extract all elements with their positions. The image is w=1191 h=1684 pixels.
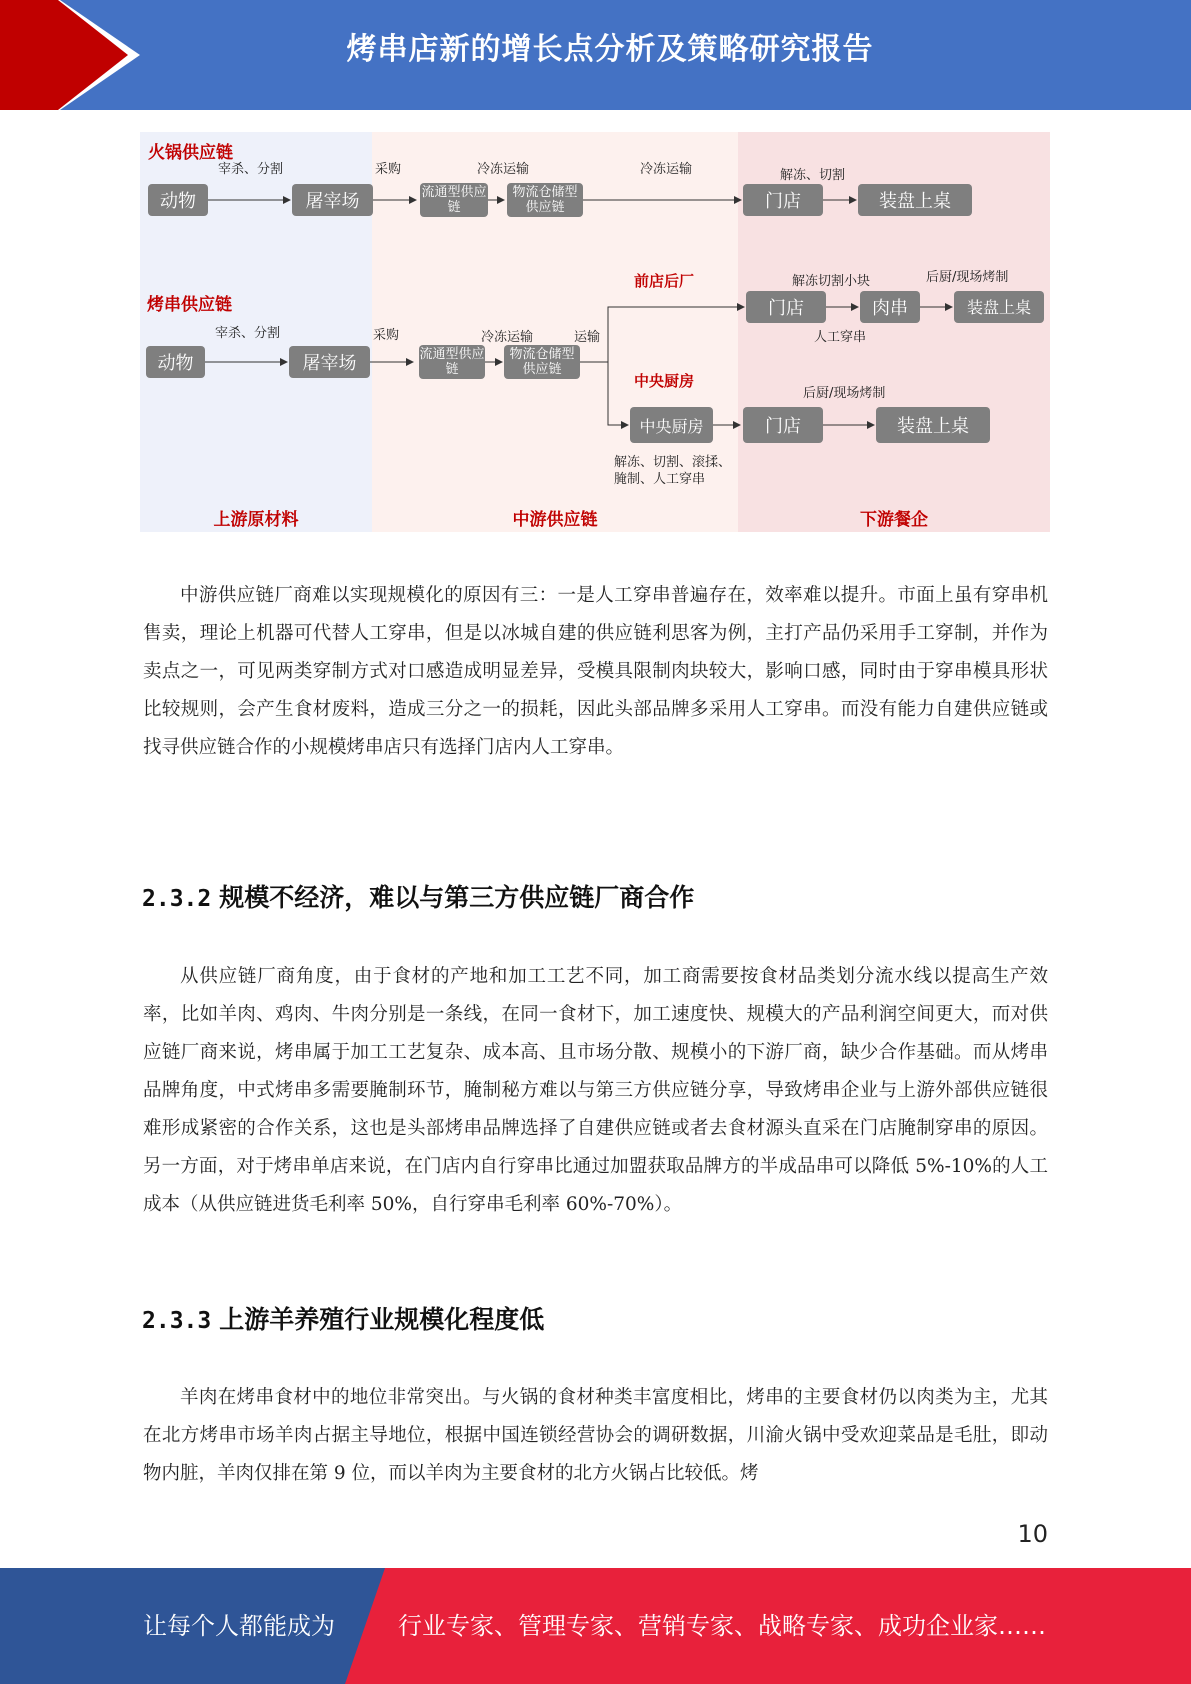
hotpot-node-store: 门店 (743, 184, 823, 216)
skewer-node-channel-supply: 流通型供应链 (419, 347, 485, 377)
section-2-3-3-heading (142, 1300, 544, 1336)
hotpot-node-channel-supply: 流通型供应链 (421, 185, 487, 215)
page-header (0, 0, 1191, 110)
hotpot-node-serve: 装盘上桌 (858, 184, 972, 216)
footer-slogan-left: 让每个人都能成为 (143, 1612, 335, 1640)
supply-chain-diagram (140, 132, 1050, 532)
skewer-label-thaw-cut-pieces: 解冻切割小块 (792, 274, 871, 289)
section-2-3-2-number: 2.3.2 (142, 886, 212, 912)
zone-midstream-label: 中游供应链 (512, 510, 598, 530)
section-2-3-3-title: 上游羊养殖行业规模化程度低 (219, 1305, 545, 1334)
skewer-node-store-b: 门店 (743, 407, 823, 443)
section-2-3-3-number: 2.3.3 (142, 1308, 212, 1334)
skewer-label-grill-a: 后厨/现场烤制 (926, 270, 1009, 285)
skewer-label-transport: 运输 (574, 330, 601, 345)
header-chevron-decoration (0, 0, 160, 110)
page-footer (0, 1568, 1191, 1684)
hotpot-label-cold-transport-2: 冷冻运输 (640, 162, 693, 177)
paragraph-scale-economy: 从供应链厂商角度，由于食材的产地和加工工艺不同，加工商需要按食材品类划分流水线以提高生产效率，比如羊肉、鸡肉、牛肉分别是一条线，在同一食材下，加工速度快、规模大的产品利润空间更大，而对供应链厂商来说，烤串属于加工工艺复杂、成本高、且市场分散、规模小的下游厂商，缺少合作基础。而从烤串品牌角度，中式烤串多需要腌制环节，腌制秘方难以与第三方供应链分享，导致烤串企业与上游外部供应链很难形成紧密的合作关系，这也是头部烤串品牌选择了自建供应链或者去食材源头直采在门店腌制穿串的原因。另一方面，对于烤串单店来说，在门店内自行穿串比通过加盟获取品牌方的半成品串可以降低 5%-10%的人工成本（从供应链进货毛利率 50%，自行穿串毛利率 60%-70%）。 (143, 966, 1048, 1215)
skewer-label-cold-transport: 冷冻运输 (481, 330, 534, 345)
skewer-label-purchase: 采购 (373, 328, 400, 343)
hotpot-label-thaw-cut: 解冻、切割 (780, 168, 846, 183)
skewer-node-slaughterhouse: 屠宰场 (289, 346, 370, 378)
central-kitchen-title: 中央厨房 (634, 372, 695, 390)
skewer-node-warehouse-supply: 物流仓储型供应链 (504, 345, 580, 379)
front-store-back-factory-title: 前店后厂 (634, 272, 695, 290)
hotpot-label-cold-transport-1: 冷冻运输 (477, 162, 530, 177)
hotpot-node-warehouse-supply: 物流仓储型供应链 (507, 183, 583, 217)
skewer-node-central-kitchen: 中央厨房 (630, 407, 713, 443)
skewer-node-serve-b: 装盘上桌 (876, 407, 990, 443)
zone-upstream-label: 上游原材料 (213, 510, 299, 530)
skewer-chain-title: 烤串供应链 (147, 295, 232, 315)
header-title: 烤串店新的增长点分析及策略研究报告 (346, 32, 874, 67)
hotpot-node-animal: 动物 (148, 184, 208, 216)
hotpot-label-slaughter: 宰杀、分割 (218, 162, 284, 177)
footer-slogan-right: 行业专家、管理专家、营销专家、战略专家、成功企业家…… (398, 1612, 1046, 1640)
skewer-label-manual-skewering: 人工穿串 (814, 330, 867, 345)
section-2-3-2-heading (142, 878, 694, 914)
hotpot-chain-title: 火锅供应链 (148, 143, 233, 163)
skewer-node-animal: 动物 (146, 346, 205, 378)
hotpot-node-slaughterhouse: 屠宰场 (292, 184, 373, 216)
page-number: 10 (1017, 1520, 1048, 1548)
skewer-label-slaughter: 宰杀、分割 (215, 326, 281, 341)
skewer-node-store-a: 门店 (746, 291, 826, 323)
paragraph-midstream-reasons: 中游供应链厂商难以实现规模化的原因有三：一是人工穿串普遍存在，效率难以提升。市面上虽有穿串机售卖，理论上机器可代替人工穿串，但是以冰城自建的供应链利思客为例，主打产品仍采用手工穿制，并作为卖点之一，可见两类穿制方式对口感造成明显差异，受模具限制肉块较大，影响口感，同时由于穿串模具形状比较规则，会产生食材废料，造成三分之一的损耗，因此头部品牌多采用人工穿串。而没有能力自建供应链或找寻供应链合作的小规模烤串店只有选择门店内人工穿串。 (143, 585, 1048, 758)
zone-downstream-label: 下游餐企 (860, 510, 928, 530)
skewer-node-serve-a: 装盘上桌 (954, 291, 1044, 323)
section-2-3-2-title: 规模不经济，难以与第三方供应链厂商合作 (219, 883, 695, 912)
hotpot-label-purchase: 采购 (375, 162, 402, 177)
central-kitchen-process-label: 解冻、切割、滚揉、腌制、人工穿串 (614, 455, 732, 487)
paragraph-mutton-importance: 羊肉在烤串食材中的地位非常突出。与火锅的食材种类丰富度相比，烤串的主要食材仍以肉类为主，尤其在北方烤串市场羊肉占据主导地位，根据中国连锁经营协会的调研数据，川渝火锅中受欢迎菜品是毛肚，即动物内脏，羊肉仅排在第 9 位，而以羊肉为主要食材的北方火锅占比较低。烤 (143, 1387, 1048, 1484)
skewer-node-meat-skewer: 肉串 (860, 291, 920, 323)
skewer-label-grill-b: 后厨/现场烤制 (803, 386, 886, 401)
